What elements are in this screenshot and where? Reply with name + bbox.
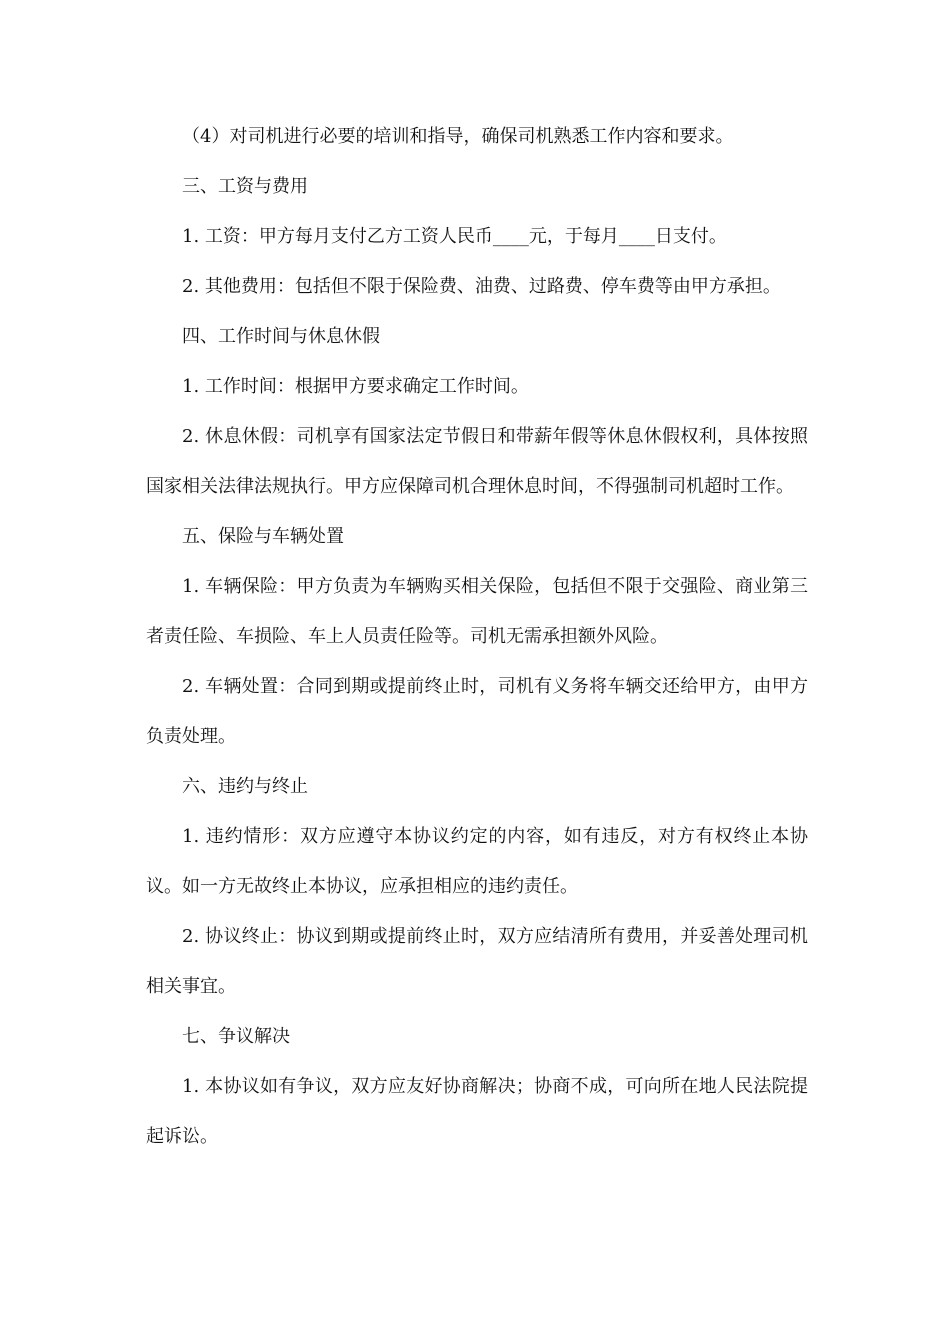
clause-rest-leave: 2. 休息休假：司机享有国家法定节假日和带薪年假等休息休假权利，具体按照国家相关法律法规执行。甲方应保障司机合理休息时间，不得强制司机超时工作。 <box>146 426 808 497</box>
section-heading-dispute: 七、争议解决 <box>182 1026 290 1047</box>
clause-vehicle-disposal: 2. 车辆处置：合同到期或提前终止时，司机有义务将车辆交还给甲方，由甲方负责处理。 <box>146 676 808 747</box>
section-heading-work-hours: 四、工作时间与休息休假 <box>182 326 380 347</box>
clause-other-fees: 2. 其他费用：包括但不限于保险费、油费、过路费、停车费等由甲方承担。 <box>182 276 781 297</box>
clause-wage: 1. 工资：甲方每月支付乙方工资人民币____元，于每月____日支付。 <box>182 226 727 247</box>
section-heading-breach: 六、违约与终止 <box>182 776 308 797</box>
section-heading-insurance: 五、保险与车辆处置 <box>182 526 344 547</box>
clause-breach: 1. 违约情形：双方应遵守本协议约定的内容，如有违反，对方有权终止本协议。如一方无故终止本协议，应承担相应的违约责任。 <box>146 826 808 897</box>
clause-work-time: 1. 工作时间：根据甲方要求确定工作时间。 <box>182 376 529 397</box>
clause-training: （4）对司机进行必要的培训和指导，确保司机熟悉工作内容和要求。 <box>182 126 734 147</box>
clause-termination: 2. 协议终止：协议到期或提前终止时，双方应结清所有费用，并妥善处理司机相关事宜。 <box>146 926 808 997</box>
section-heading-wages: 三、工资与费用 <box>182 176 308 197</box>
document-page <box>146 112 808 1162</box>
clause-vehicle-insurance: 1. 车辆保险：甲方负责为车辆购买相关保险，包括但不限于交强险、商业第三者责任险、车损险、车上人员责任险等。司机无需承担额外风险。 <box>146 576 808 647</box>
clause-dispute: 1. 本协议如有争议，双方应友好协商解决；协商不成，可向所在地人民法院提起诉讼。 <box>146 1076 808 1147</box>
